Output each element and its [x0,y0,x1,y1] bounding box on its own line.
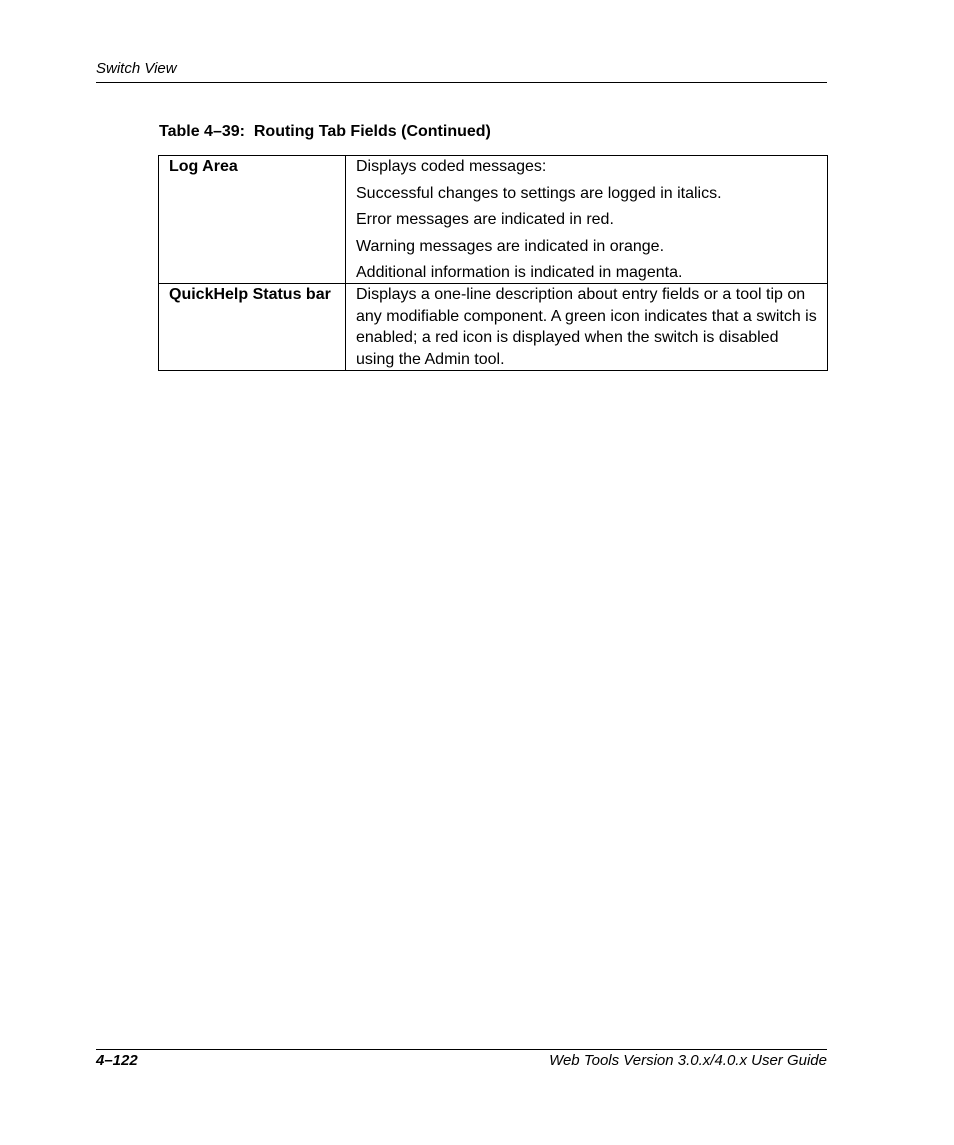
description-line: Successful changes to settings are logged in italics. [356,184,722,202]
field-name: QuickHelp Status bar [159,284,346,371]
page-number: 4–122 [96,1052,138,1069]
field-name: Log Area [159,156,346,284]
table-row [159,156,828,284]
description-line: Displays coded messages: [356,158,547,175]
section-title: Switch View [96,60,177,77]
description-line: Warning messages are indicated in orange. [356,237,665,255]
table-caption: Table 4–39: Routing Tab Fields (Continued) [159,123,491,140]
description-line: Error messages are indicated in red. [356,211,614,228]
running-footer [96,1049,827,1074]
field-description: Displays a one-line description about entry fields or a tool tip on any modifiable component. A green icon indicates that a switch is enabled; a red icon is displayed when the switch is disabled using the Admin tool. [346,284,828,371]
table-row [159,284,828,371]
running-header [96,60,827,83]
description-line: Additional information is indicated in magenta. [356,264,683,281]
field-description [346,156,828,284]
guide-title: Web Tools Version 3.0.x/4.0.x User Guide [549,1052,827,1069]
routing-tab-fields-table [158,155,828,371]
